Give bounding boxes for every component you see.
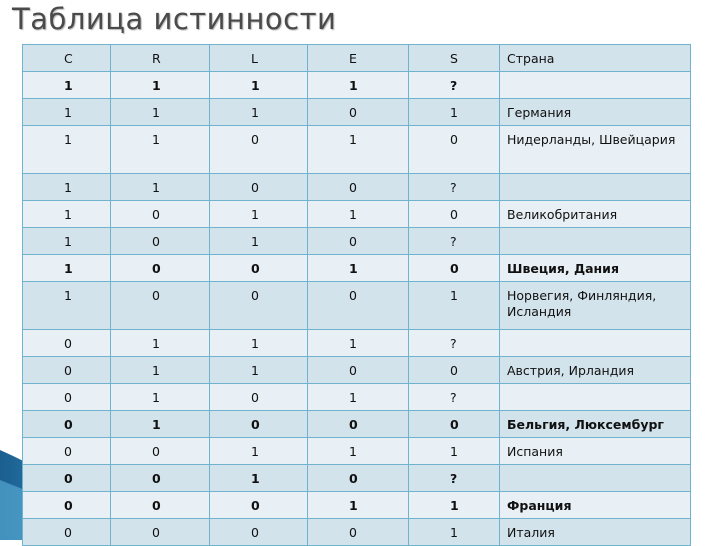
- cell-l: 0: [210, 411, 308, 438]
- cell-s: 1: [409, 519, 500, 546]
- cell-e: 0: [308, 519, 409, 546]
- cell-country: Италия: [500, 519, 691, 546]
- cell-country: [500, 72, 691, 99]
- cell-l: 0: [210, 384, 308, 411]
- cell-r: 1: [111, 99, 210, 126]
- cell-country: Швеция, Дания: [500, 255, 691, 282]
- table-header-row: [23, 45, 691, 72]
- header-cell-l: L: [210, 45, 308, 72]
- table-row: [23, 126, 691, 174]
- cell-c: 0: [23, 438, 111, 465]
- cell-c: 0: [23, 330, 111, 357]
- cell-c: 1: [23, 228, 111, 255]
- cell-s: 0: [409, 126, 500, 174]
- cell-l: 0: [210, 255, 308, 282]
- cell-r: 1: [111, 357, 210, 384]
- table-row: [23, 357, 691, 384]
- table-row: [23, 72, 691, 99]
- cell-r: 1: [111, 174, 210, 201]
- cell-e: 1: [308, 201, 409, 228]
- cell-country: [500, 465, 691, 492]
- cell-e: 0: [308, 411, 409, 438]
- cell-c: 0: [23, 384, 111, 411]
- cell-e: 1: [308, 72, 409, 99]
- cell-l: 0: [210, 492, 308, 519]
- cell-country: Нидерланды, Швейцария: [500, 126, 691, 174]
- table-row: [23, 438, 691, 465]
- cell-country: Норвегия, Финляндия, Исландия: [500, 282, 691, 330]
- cell-country: [500, 330, 691, 357]
- cell-c: 1: [23, 282, 111, 330]
- cell-e: 0: [308, 99, 409, 126]
- cell-country: [500, 228, 691, 255]
- cell-c: 1: [23, 126, 111, 174]
- cell-l: 1: [210, 72, 308, 99]
- cell-c: 1: [23, 201, 111, 228]
- cell-c: 1: [23, 255, 111, 282]
- cell-r: 0: [111, 282, 210, 330]
- cell-country: Великобритания: [500, 201, 691, 228]
- cell-r: 0: [111, 465, 210, 492]
- cell-l: 0: [210, 519, 308, 546]
- header-cell-r: R: [111, 45, 210, 72]
- truth-table: [22, 44, 691, 546]
- cell-l: 0: [210, 282, 308, 330]
- cell-s: ?: [409, 384, 500, 411]
- cell-s: 1: [409, 282, 500, 330]
- cell-l: 0: [210, 174, 308, 201]
- cell-c: 1: [23, 72, 111, 99]
- cell-s: 0: [409, 255, 500, 282]
- cell-country: [500, 384, 691, 411]
- cell-c: 1: [23, 99, 111, 126]
- cell-s: ?: [409, 465, 500, 492]
- cell-c: 0: [23, 357, 111, 384]
- table-row: [23, 174, 691, 201]
- cell-country: Германия: [500, 99, 691, 126]
- cell-r: 0: [111, 519, 210, 546]
- cell-c: 0: [23, 492, 111, 519]
- cell-r: 1: [111, 411, 210, 438]
- cell-c: 0: [23, 519, 111, 546]
- cell-s: 1: [409, 99, 500, 126]
- cell-r: 1: [111, 72, 210, 99]
- table-row: [23, 519, 691, 546]
- cell-country: Австрия, Ирландия: [500, 357, 691, 384]
- cell-r: 0: [111, 438, 210, 465]
- cell-s: 0: [409, 411, 500, 438]
- cell-l: 1: [210, 99, 308, 126]
- cell-c: 0: [23, 465, 111, 492]
- cell-s: ?: [409, 228, 500, 255]
- cell-country: Испания: [500, 438, 691, 465]
- table-row: [23, 255, 691, 282]
- cell-s: 0: [409, 201, 500, 228]
- page-title: Таблица истинности: [12, 2, 337, 36]
- cell-country: Франция: [500, 492, 691, 519]
- cell-l: 0: [210, 126, 308, 174]
- cell-e: 1: [308, 330, 409, 357]
- cell-l: 1: [210, 201, 308, 228]
- cell-l: 1: [210, 438, 308, 465]
- header-cell-e: E: [308, 45, 409, 72]
- cell-c: 0: [23, 411, 111, 438]
- cell-e: 1: [308, 438, 409, 465]
- cell-country: Бельгия, Люксембург: [500, 411, 691, 438]
- cell-e: 0: [308, 228, 409, 255]
- header-cell-s: S: [409, 45, 500, 72]
- table-row: [23, 201, 691, 228]
- cell-e: 1: [308, 255, 409, 282]
- cell-e: 0: [308, 465, 409, 492]
- cell-s: 1: [409, 492, 500, 519]
- cell-s: 1: [409, 438, 500, 465]
- table-row: [23, 492, 691, 519]
- cell-e: 1: [308, 492, 409, 519]
- cell-l: 1: [210, 330, 308, 357]
- cell-e: 0: [308, 357, 409, 384]
- cell-e: 1: [308, 384, 409, 411]
- cell-s: ?: [409, 174, 500, 201]
- header-cell-c: C: [23, 45, 111, 72]
- cell-s: ?: [409, 330, 500, 357]
- cell-r: 0: [111, 255, 210, 282]
- table-row: [23, 99, 691, 126]
- table-row: [23, 465, 691, 492]
- cell-r: 0: [111, 228, 210, 255]
- table-row: [23, 330, 691, 357]
- cell-r: 0: [111, 492, 210, 519]
- header-cell-country: Страна: [500, 45, 691, 72]
- table-row: [23, 228, 691, 255]
- cell-s: ?: [409, 72, 500, 99]
- cell-r: 1: [111, 330, 210, 357]
- table-row: [23, 282, 691, 330]
- table-row: [23, 411, 691, 438]
- cell-l: 1: [210, 357, 308, 384]
- cell-l: 1: [210, 228, 308, 255]
- cell-country: [500, 174, 691, 201]
- cell-e: 0: [308, 174, 409, 201]
- cell-l: 1: [210, 465, 308, 492]
- cell-r: 1: [111, 126, 210, 174]
- table-row: [23, 384, 691, 411]
- cell-s: 0: [409, 357, 500, 384]
- cell-r: 0: [111, 201, 210, 228]
- cell-e: 1: [308, 126, 409, 174]
- cell-r: 1: [111, 384, 210, 411]
- cell-c: 1: [23, 174, 111, 201]
- cell-e: 0: [308, 282, 409, 330]
